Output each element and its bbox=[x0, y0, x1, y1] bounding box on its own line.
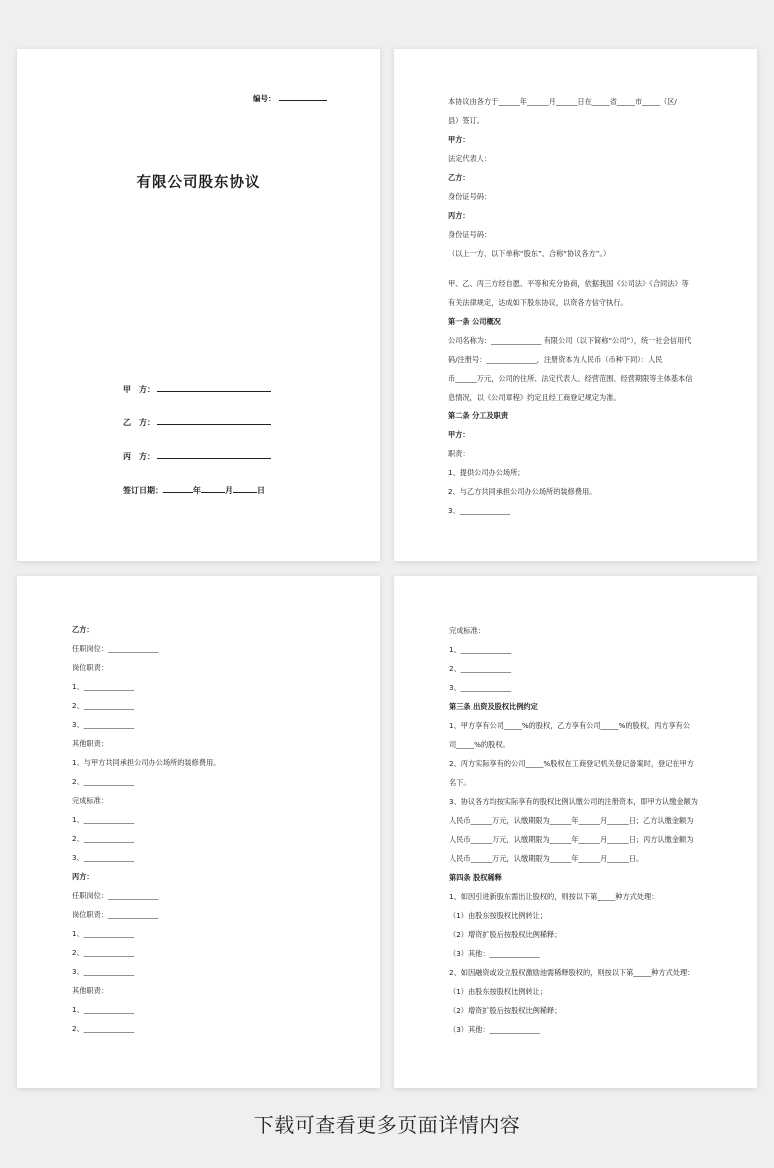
party-a-row bbox=[123, 384, 271, 395]
month-label: 月 bbox=[225, 486, 233, 495]
body-line: 1、______________ bbox=[72, 929, 135, 938]
body-line: 1、与甲方共同承担公司办公场所的装修费用。 bbox=[72, 758, 221, 767]
body-line: 码/注册号：______________，注册资本为人民币（币种下同）：人民 bbox=[448, 355, 663, 364]
body-line: 2、______________ bbox=[72, 701, 135, 710]
party-b-blank bbox=[157, 417, 271, 425]
body-line: 2、______________ bbox=[449, 664, 512, 673]
body-line: （以上一方、以下单称“股东”、合称“协议各方”。） bbox=[448, 249, 611, 258]
body-line: 3、______________ bbox=[72, 967, 135, 976]
body-line: 3、协议各方均按实际享有的股权比例认缴公司的注册资本，即甲方认缴金额为 bbox=[449, 797, 698, 806]
section-heading: 第二条 分工及职责 bbox=[448, 411, 509, 420]
body-line: （1）由股东按股权比例转让； bbox=[449, 987, 548, 996]
document-title: 有限公司股东协议 bbox=[136, 175, 261, 191]
body-line: 职责： bbox=[448, 449, 470, 458]
signing-date-row bbox=[123, 485, 265, 496]
day-label: 日 bbox=[257, 486, 265, 495]
body-line: 名下。 bbox=[449, 778, 471, 787]
section-heading: 乙方： bbox=[72, 625, 94, 634]
body-line: 1、______________ bbox=[72, 682, 135, 691]
body-line: 3、______________ bbox=[448, 506, 511, 515]
agreement-page-4 bbox=[394, 576, 757, 1088]
section-heading: 乙方： bbox=[448, 173, 470, 182]
body-line: 3、______________ bbox=[449, 683, 512, 692]
party-b-row bbox=[123, 417, 271, 428]
party-c-label: 丙 方： bbox=[123, 452, 155, 461]
body-line: 完成标准： bbox=[449, 626, 485, 635]
cover-page bbox=[17, 49, 380, 561]
body-line: 甲、乙、丙三方经自愿、平等和充分协商，依据我国《公司法》《合同法》等 bbox=[448, 279, 689, 288]
body-line: （3）其他：______________ bbox=[449, 949, 540, 958]
body-line: 有关法律规定，达成如下股东协议，以资各方信守执行。 bbox=[448, 298, 628, 307]
body-line: 息情况，以《公司章程》约定且经工商登记规定为准。 bbox=[448, 393, 621, 402]
day-blank bbox=[233, 485, 257, 493]
body-line: 身份证号码： bbox=[448, 192, 492, 201]
body-line: 岗位职责：______________ bbox=[72, 910, 159, 919]
serial-blank bbox=[279, 93, 327, 101]
body-line: 法定代表人： bbox=[448, 154, 492, 163]
section-heading: 甲方： bbox=[448, 430, 470, 439]
body-line: 3、______________ bbox=[72, 720, 135, 729]
body-line: 任职岗位：______________ bbox=[72, 644, 159, 653]
body-line: 本协议由各方于______年______月______日在_____省_____市_____（区/ bbox=[448, 97, 677, 106]
body-line: （3）其他：______________ bbox=[449, 1025, 540, 1034]
body-line: 其他职责： bbox=[72, 986, 108, 995]
body-line: 2、如因融资或设立股权激励池需稀释股权的，则按以下第_____种方式处理： bbox=[449, 968, 695, 977]
body-line: 任职岗位：______________ bbox=[72, 891, 159, 900]
body-line: （1）由股东按股权比例转让； bbox=[449, 911, 548, 920]
signing-date-label: 签订日期： bbox=[123, 486, 163, 495]
body-line: 县）签订。 bbox=[448, 116, 484, 125]
body-line: （2）增资扩股后按股权比例稀释； bbox=[449, 930, 562, 939]
body-line: 2、与乙方共同承担公司办公场所的装修费用。 bbox=[448, 487, 597, 496]
body-line: 1、______________ bbox=[449, 645, 512, 654]
body-line: 身份证号码： bbox=[448, 230, 492, 239]
party-b-label: 乙 方： bbox=[123, 418, 155, 427]
year-blank bbox=[163, 485, 193, 493]
month-blank bbox=[201, 485, 225, 493]
body-line: 其他职责： bbox=[72, 739, 108, 748]
body-line: 人民币______万元，认缴期限为______年______月______日；丙方认缴金额为 bbox=[449, 835, 694, 844]
party-c-blank bbox=[157, 451, 271, 459]
serial-number-field bbox=[253, 93, 327, 104]
body-line: 2、______________ bbox=[72, 777, 135, 786]
agreement-page-3 bbox=[17, 576, 380, 1088]
body-line: 2、______________ bbox=[72, 1024, 135, 1033]
section-heading: 第一条 公司概况 bbox=[448, 317, 501, 326]
body-line: 人民币______万元，认缴期限为______年______月______日；乙方认缴金额为 bbox=[449, 816, 694, 825]
body-line: 3、______________ bbox=[72, 853, 135, 862]
serial-label: 编号： bbox=[253, 94, 276, 103]
section-heading: 甲方： bbox=[448, 135, 470, 144]
section-heading: 第三条 出资及股权比例约定 bbox=[449, 702, 538, 711]
body-line: 2、______________ bbox=[72, 948, 135, 957]
body-line: 1、甲方享有公司_____%的股权，乙方享有公司_____%的股权，丙方享有公 bbox=[449, 721, 691, 730]
body-line: 完成标准： bbox=[72, 796, 108, 805]
body-line: （2）增资扩股后按股权比例稀释； bbox=[449, 1006, 562, 1015]
body-line: 币______万元，公司的住所、法定代表人、经营范围、经营期限等主体基本信 bbox=[448, 374, 693, 383]
body-line: 1、______________ bbox=[72, 1005, 135, 1014]
body-line: 岗位职责： bbox=[72, 663, 108, 672]
body-line: 1、提供公司办公场所； bbox=[448, 468, 525, 477]
body-line: 2、______________ bbox=[72, 834, 135, 843]
body-line: 人民币______万元，认缴期限为______年______月______日。 bbox=[449, 854, 644, 863]
body-line: 1、如因引进新股东需出让股权的，则按以下第_____种方式处理： bbox=[449, 892, 659, 901]
party-a-blank bbox=[157, 384, 271, 392]
party-a-label: 甲 方： bbox=[123, 385, 155, 394]
agreement-page-2 bbox=[394, 49, 757, 561]
section-heading: 丙方： bbox=[72, 872, 94, 881]
year-label: 年 bbox=[193, 486, 201, 495]
body-line: 公司名称为：______________ 有限公司（以下简称“公司”），统一社会信用代 bbox=[448, 336, 692, 345]
section-heading: 第四条 股权稀释 bbox=[449, 873, 502, 882]
download-caption: 下载可查看更多页面详情内容 bbox=[253, 1113, 521, 1137]
body-line: 司_____%的股权。 bbox=[449, 740, 510, 749]
body-line: 1、______________ bbox=[72, 815, 135, 824]
section-heading: 丙方： bbox=[448, 211, 470, 220]
party-c-row bbox=[123, 451, 271, 462]
body-line: 2、丙方实际享有的公司_____%股权在工商登记机关登记备案时，登记在甲方 bbox=[449, 759, 694, 768]
